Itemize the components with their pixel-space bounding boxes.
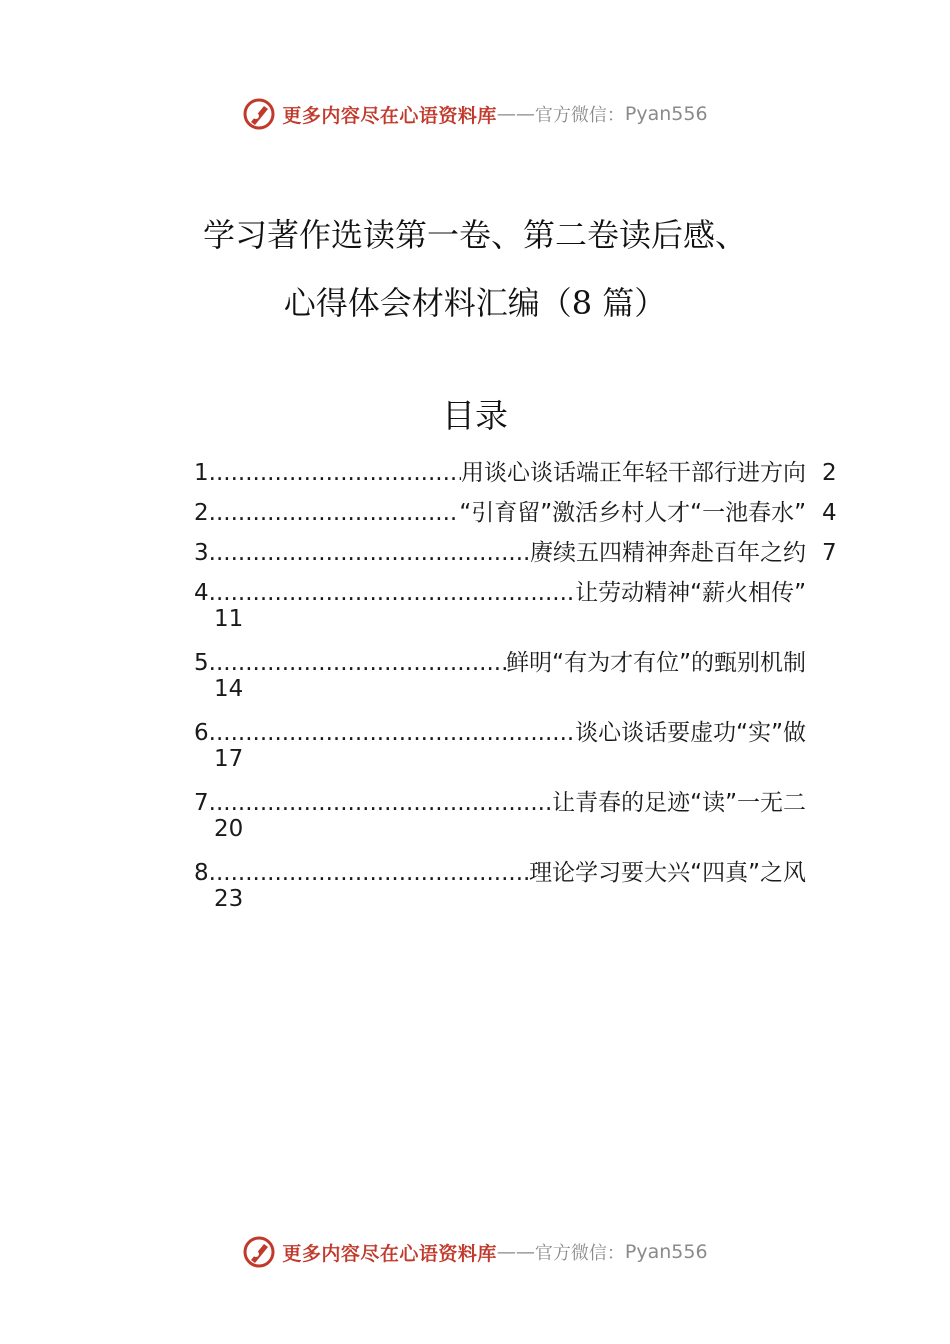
toc-leader-dots	[209, 498, 460, 528]
table-of-contents	[194, 458, 844, 928]
banner-wechat-id: Pyan556	[624, 103, 708, 125]
toc-entry-number: 1	[194, 460, 209, 486]
toc-entry-label: “引育留”激活乡村人才“一池春水”	[459, 500, 806, 526]
toc-entry-8[interactable]	[194, 858, 844, 918]
toc-entry-page: 4	[822, 500, 837, 526]
toc-entry-7[interactable]	[194, 788, 844, 848]
toc-entry-number: 4	[194, 580, 209, 606]
toc-entry-page: 23	[214, 886, 244, 912]
banner-wechat-label: 官方微信：	[534, 1243, 625, 1264]
toc-entry-label: 让劳动精神“薪火相传”	[575, 580, 806, 606]
toc-entry-page: 2	[822, 460, 837, 486]
toc-entry-number: 5	[194, 650, 209, 676]
toc-leader-dots	[209, 718, 576, 748]
banner-wechat-id: Pyan556	[624, 1241, 708, 1263]
toc-entry-6[interactable]	[194, 718, 844, 778]
toc-entry-page: 17	[214, 746, 244, 772]
toc-leader-dots	[209, 858, 530, 888]
banner-separator: ——	[496, 103, 535, 125]
toc-entry-page: 20	[214, 816, 244, 842]
toc-entry-label: 赓续五四精神奔赴百年之约	[530, 540, 806, 566]
toc-entry-number: 8	[194, 860, 209, 886]
toc-heading: 目录	[442, 396, 508, 435]
document-title-line2: 心得体会材料汇编（8 篇）	[283, 284, 667, 322]
toc-entry-4[interactable]	[194, 578, 844, 638]
header-banner	[0, 94, 950, 134]
document-title-line1: 学习著作选读第一卷、第二卷读后感、	[202, 216, 747, 254]
banner-text: 更多内容尽在心语资料库	[282, 104, 497, 127]
toc-entry-label: 理论学习要大兴“四真”之风	[529, 860, 806, 886]
toc-entry-label: 谈心谈话要虚功“实”做	[575, 720, 806, 746]
toc-entry-5[interactable]	[194, 648, 844, 708]
toc-leader-dots	[209, 538, 530, 568]
banner-separator: ——	[496, 1241, 535, 1263]
toc-entry-number: 6	[194, 720, 209, 746]
toc-entry-page: 7	[822, 540, 837, 566]
banner-text: 更多内容尽在心语资料库	[282, 1242, 497, 1265]
toc-leader-dots	[209, 578, 576, 608]
pen-logo-icon	[242, 1235, 276, 1269]
toc-leader-dots	[209, 458, 461, 488]
toc-entry-label: 让青春的足迹“读”一无二	[552, 790, 806, 816]
pen-logo-icon	[242, 97, 276, 131]
toc-entry-page: 14	[214, 676, 244, 702]
toc-leader-dots	[209, 788, 553, 818]
toc-leader-dots	[209, 648, 507, 678]
toc-entry-label: 鲜明“有为才有位”的甄别机制	[506, 650, 806, 676]
toc-entry-number: 7	[194, 790, 209, 816]
toc-entry-number: 2	[194, 500, 209, 526]
toc-entry-3[interactable]	[194, 538, 844, 578]
banner-wechat-label: 官方微信：	[534, 105, 625, 126]
toc-entry-1[interactable]	[194, 458, 844, 498]
toc-entry-2[interactable]	[194, 498, 844, 538]
toc-entry-number: 3	[194, 540, 209, 566]
footer-banner	[0, 1232, 950, 1272]
toc-entry-label: 用谈心谈话端正年轻干部行进方向	[461, 460, 806, 486]
toc-entry-page: 11	[214, 606, 244, 632]
